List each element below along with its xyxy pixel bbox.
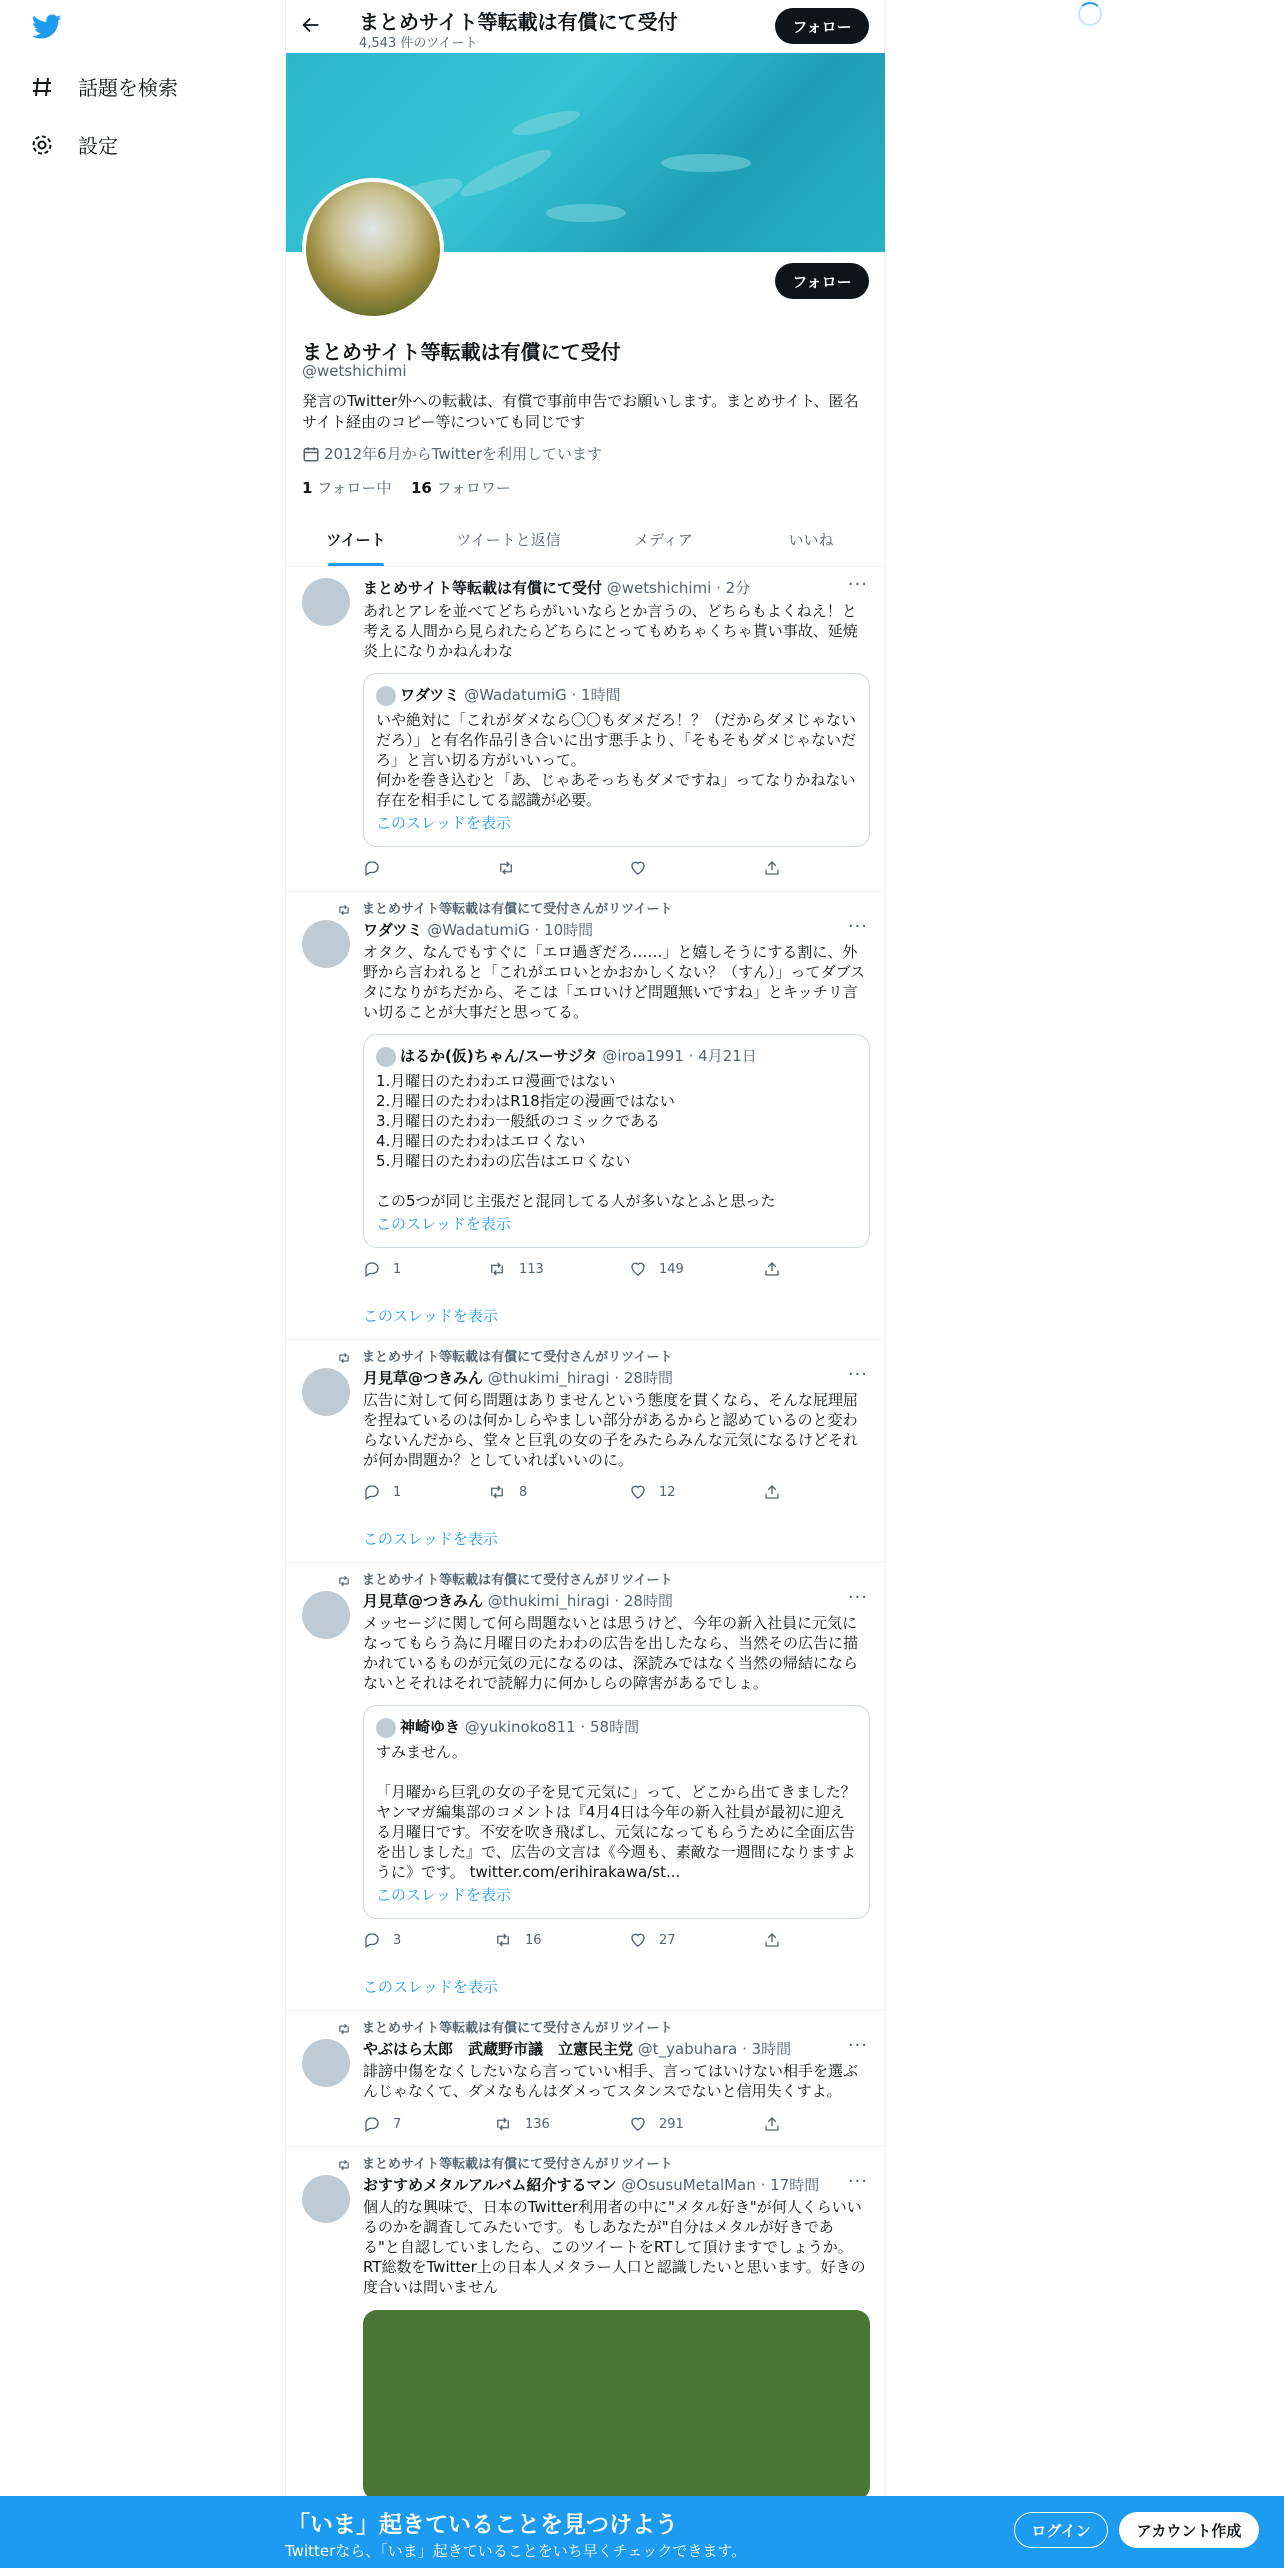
retweet-context bbox=[336, 898, 672, 917]
retweet-button[interactable] bbox=[487, 1483, 527, 1501]
profile-follow-button[interactable]: フォロー bbox=[775, 263, 869, 299]
retweet-icon bbox=[496, 859, 516, 877]
tweet-header bbox=[363, 2174, 819, 2195]
like-button[interactable] bbox=[629, 1931, 676, 1949]
header-title: まとめサイト等転載は有償にて受付 bbox=[359, 10, 678, 34]
reply-count: 7 bbox=[393, 2116, 402, 2132]
avatar[interactable] bbox=[302, 2039, 350, 2087]
tweet-author-name[interactable]: まとめサイト等転載は有償にて受付 bbox=[363, 579, 602, 597]
like-button[interactable] bbox=[629, 2115, 684, 2133]
like-button[interactable] bbox=[629, 1260, 684, 1278]
profile-name: まとめサイト等転載は有償にて受付 bbox=[302, 340, 621, 364]
tweet-actions bbox=[363, 1483, 793, 1503]
heart-icon bbox=[629, 2115, 647, 2133]
retweet-button[interactable] bbox=[493, 2115, 550, 2133]
tweet-header bbox=[363, 919, 593, 940]
avatar[interactable] bbox=[302, 1368, 350, 1416]
profile-joined-text: 2012年6月からTwitterを利用しています bbox=[324, 445, 602, 463]
quote-author-name: ワダツミ bbox=[400, 686, 460, 704]
retweet-context-text: まとめサイト等転載は有償にて受付さんがリツイート bbox=[362, 2157, 673, 2172]
reply-count: 1 bbox=[393, 1261, 402, 1277]
tweet-text: 広告に対して何ら問題はありませんという態度を貫くなら、そんな屁理屈を捏ねているのは何かしらやましい部分があるからと認めているのと変わらないんだから、堂々と巨乳の女の子をみたらみんな元気になるけどそれが何か問題か？としていればいいのに。 bbox=[363, 1391, 859, 1469]
reply-button[interactable] bbox=[363, 1931, 401, 1949]
tweet-meta: @thukimi_hiragi · 28時間 bbox=[487, 1369, 673, 1387]
share-button[interactable] bbox=[763, 1260, 793, 1278]
tweet-meta: @WadatumiG · 10時間 bbox=[427, 921, 594, 939]
twitter-logo-icon[interactable] bbox=[32, 14, 62, 44]
reply-icon bbox=[363, 1931, 381, 1949]
quote-author-name: はるか(仮)ちゃん/スーサジタ bbox=[400, 1047, 598, 1065]
retweet-context-text: まとめサイト等転載は有償にて受付さんがリツイート bbox=[362, 1350, 673, 1365]
share-icon bbox=[763, 1260, 781, 1278]
tweet-actions bbox=[363, 1931, 793, 1951]
share-button[interactable] bbox=[763, 1931, 793, 1949]
like-count: 149 bbox=[659, 1261, 684, 1277]
loading-spinner-icon bbox=[1078, 2, 1102, 26]
nav-settings-label: 設定 bbox=[78, 134, 118, 158]
tweet-author-name[interactable]: ワダツミ bbox=[363, 921, 423, 939]
retweet-count: 8 bbox=[519, 1484, 528, 1500]
retweet-icon bbox=[336, 1574, 352, 1588]
following-label: フォロー中 bbox=[317, 479, 392, 497]
quote-text: 1.月曜日のたわわエロ漫画ではない 2.月曜日のたわわはR18指定の漫画ではない 3.月曜日のたわわ一般紙のコミックである 4.月曜日のたわわはエロくない 5.月曜日のたわわの広告はエロくない この5つが同じ主張だと混同してる人が多いなとふと思った bbox=[376, 1072, 776, 1210]
avatar bbox=[376, 1718, 396, 1738]
profile-following[interactable] bbox=[302, 477, 391, 498]
header-tweet-count: 4,543 件のツイート bbox=[359, 36, 478, 51]
main-column bbox=[285, 0, 885, 2568]
retweet-context-text: まとめサイト等転載は有償にて受付さんがリツイート bbox=[362, 2021, 673, 2036]
hashtag-icon bbox=[30, 75, 54, 99]
quote-tweet[interactable] bbox=[363, 673, 870, 847]
retweet-count: 113 bbox=[519, 1261, 544, 1277]
retweet-count: 136 bbox=[525, 2116, 550, 2132]
retweet-icon bbox=[336, 2022, 352, 2036]
more-options-icon[interactable]: ··· bbox=[847, 1587, 868, 1608]
share-icon bbox=[763, 1931, 781, 1949]
quote-tweet[interactable] bbox=[363, 1034, 870, 1248]
show-thread-link[interactable]: このスレッドを表示 bbox=[363, 1307, 498, 1325]
tweet-header bbox=[363, 1367, 673, 1388]
reply-icon bbox=[363, 1483, 381, 1501]
show-thread-link[interactable]: このスレッドを表示 bbox=[376, 1886, 511, 1904]
reply-icon bbox=[363, 2115, 381, 2133]
tweet-author-name[interactable]: おすすめメタルアルバム紹介するマン bbox=[363, 2176, 617, 2194]
like-button[interactable] bbox=[629, 859, 659, 877]
tweet-media-image[interactable] bbox=[363, 2310, 870, 2500]
reply-button[interactable] bbox=[363, 2115, 401, 2133]
gear-icon bbox=[30, 133, 54, 157]
retweet-icon bbox=[493, 2115, 513, 2133]
avatar[interactable] bbox=[302, 2175, 350, 2223]
tab-likes[interactable] bbox=[736, 527, 886, 565]
retweet-icon bbox=[487, 1260, 507, 1278]
retweet-count: 16 bbox=[525, 1932, 542, 1948]
tweet-text: メッセージに関して何ら問題ないとは思うけど、今年の新入社員に元気になってもらう為に月曜日のたわわの広告を出したなら、当然その広告に描かれているものが元気の元になるのは、深読みではなく当然の帰結にならないとそれはそれで読解力に何かしらの障害があるでしょ。 bbox=[363, 1614, 859, 1692]
header-follow-button[interactable]: フォロー bbox=[775, 8, 869, 44]
quote-text: いや絶対に「これがダメなら〇〇もダメだろ！？（だからダメじゃないだろ）」と有名作品引き合いに出す悪手より、「そもそもダメじゃないだろ」と言い切る方がいいって。 何かを巻き込むと「あ、じゃあそっちもダメですね」ってなりかねない存在を相手にしてる認識が必要。 bbox=[376, 711, 857, 809]
share-button[interactable] bbox=[763, 1483, 793, 1501]
profile-avatar[interactable] bbox=[302, 178, 444, 320]
share-button[interactable] bbox=[763, 2115, 793, 2133]
retweet-icon bbox=[493, 1931, 513, 1949]
tweet-meta: @OsusuMetalMan · 17時間 bbox=[621, 2176, 820, 2194]
reply-icon bbox=[363, 1260, 381, 1278]
nav-settings[interactable] bbox=[30, 130, 118, 159]
tweet-actions bbox=[363, 2115, 793, 2135]
profile-handle: @wetshichimi bbox=[302, 362, 407, 380]
quote-header bbox=[376, 1716, 639, 1738]
tab-replies[interactable] bbox=[426, 527, 591, 565]
tab-likes-label: いいね bbox=[788, 531, 834, 549]
tabs-divider bbox=[286, 566, 886, 567]
avatar bbox=[376, 686, 396, 706]
retweet-button[interactable] bbox=[496, 859, 528, 877]
like-button[interactable] bbox=[629, 1483, 676, 1501]
profile-joined bbox=[302, 443, 602, 464]
like-count: 27 bbox=[659, 1932, 676, 1948]
retweet-context-text: まとめサイト等転載は有償にて受付さんがリツイート bbox=[362, 902, 673, 917]
reply-button[interactable] bbox=[363, 859, 393, 877]
quote-meta: @yukinoko811 · 58時間 bbox=[464, 1718, 640, 1736]
heart-icon bbox=[629, 1260, 647, 1278]
following-count: 1 bbox=[302, 479, 313, 497]
retweet-icon bbox=[336, 1351, 352, 1365]
signup-banner bbox=[0, 2496, 1284, 2568]
tweet-header bbox=[363, 2038, 791, 2059]
heart-icon bbox=[629, 1931, 647, 1949]
profile-followers[interactable] bbox=[411, 477, 511, 498]
like-count: 12 bbox=[659, 1484, 676, 1500]
quote-author-name: 神崎ゆき bbox=[400, 1718, 461, 1736]
quote-meta: @iroa1991 · 4月21日 bbox=[602, 1047, 757, 1065]
share-button[interactable] bbox=[763, 859, 793, 877]
nav-explore-label: 話題を検索 bbox=[78, 76, 178, 100]
tweet-author-name[interactable]: 月見草@つきみん bbox=[363, 1369, 484, 1387]
reply-button[interactable] bbox=[363, 1260, 401, 1278]
tweet-author-name[interactable]: やぶはら太郎 武蔵野市議 立憲民主党 bbox=[363, 2040, 634, 2058]
quote-header bbox=[376, 684, 621, 706]
tweet-text: オタク、なんでもすぐに「エロ過ぎだろ……」と嬉しそうにする割に、外野から言われると「これがエロいとかおかしくない？（すん）」ってダブスタになりがちだから、そこは「エロいけど問題無いですね」とキッチリ言い切ることが大事だと思ってる。 bbox=[363, 943, 865, 1021]
show-thread-link[interactable]: このスレッドを表示 bbox=[363, 1978, 498, 1996]
share-icon bbox=[763, 2115, 781, 2133]
more-options-icon[interactable]: ··· bbox=[847, 2171, 868, 2192]
profile-bio: 発言のTwitter外への転載は、有償で事前申告でお願いします。まとめサイト、匿名サイト経由のコピー等についても同じです bbox=[302, 392, 859, 431]
retweet-context bbox=[336, 2153, 672, 2172]
tweet-meta: @t_yabuhara · 3時間 bbox=[637, 2040, 792, 2058]
tab-replies-label: ツイートと返信 bbox=[456, 531, 561, 549]
avatar bbox=[376, 1047, 396, 1067]
retweet-button[interactable] bbox=[487, 1260, 544, 1278]
retweet-context bbox=[336, 2017, 672, 2036]
tab-tweets-label: ツイート bbox=[326, 531, 386, 549]
followers-label: フォロワー bbox=[436, 479, 511, 497]
tweet-header bbox=[363, 577, 750, 598]
tweet-divider bbox=[286, 2010, 886, 2011]
retweet-icon bbox=[336, 2158, 352, 2172]
tweet-divider bbox=[286, 2146, 886, 2147]
tweet-author-name[interactable]: 月見草@つきみん bbox=[363, 1592, 484, 1610]
followers-count: 16 bbox=[411, 479, 432, 497]
heart-icon bbox=[629, 1483, 647, 1501]
avatar[interactable] bbox=[302, 1591, 350, 1639]
tweet-text: 誹謗中傷をなくしたいなら言っていい相手、言ってはいけない相手を選ぶんじゃなくて、ダメなもんはダメってスタンスでないと信用失くすよ。 bbox=[363, 2062, 859, 2100]
tab-media-label: メディア bbox=[634, 531, 693, 549]
tweet-meta: @thukimi_hiragi · 28時間 bbox=[487, 1592, 673, 1610]
banner-subtitle: Twitterなら、「いま」起きていることをいち早くチェックできます。 bbox=[285, 2542, 747, 2560]
quote-text: すみません。 「月曜から巨乳の女の子を見て元気に」って、どこから出てきました？ヤンマガ編集部のコメントは『4月4日は今年の新入社員が最初に迎える月曜日です。不安を吹き飛ばし、元気になってもらうために全面広告を出しました』で、広告の文言は《今週も、素敵な一週間になりますように》です。 twitter.com/erihirakawa/st... bbox=[376, 1743, 856, 1881]
reply-count: 1 bbox=[393, 1484, 402, 1500]
tweet-divider bbox=[286, 891, 886, 892]
tweet-divider bbox=[286, 1339, 886, 1340]
calendar-icon bbox=[302, 445, 320, 463]
retweet-context bbox=[336, 1569, 672, 1588]
share-icon bbox=[763, 1483, 781, 1501]
tweet-actions bbox=[363, 1260, 793, 1280]
reply-icon bbox=[363, 859, 381, 877]
show-thread-link[interactable]: このスレッドを表示 bbox=[376, 814, 511, 832]
retweet-icon bbox=[336, 903, 352, 917]
more-options-icon[interactable]: ··· bbox=[847, 2035, 868, 2056]
retweet-context-text: まとめサイト等転載は有償にて受付さんがリツイート bbox=[362, 1573, 673, 1588]
share-icon bbox=[763, 859, 781, 877]
banner-title: 「いま」起きていることを見つけよう bbox=[287, 2512, 678, 2538]
heart-icon bbox=[629, 859, 647, 877]
show-thread-link[interactable]: このスレッドを表示 bbox=[363, 1530, 498, 1548]
more-options-icon[interactable]: ··· bbox=[847, 1364, 868, 1385]
tab-media[interactable] bbox=[591, 527, 736, 565]
tweet-text: あれとアレを並べてどちらがいいならとか言うの、どちらもよくねえ！と考える人間から見られたらどちらにとってもめちゃくちゃ貰い事故、延焼炎上になりかねんわな bbox=[363, 602, 858, 660]
reply-count: 3 bbox=[393, 1932, 402, 1948]
tweet-header bbox=[363, 1590, 673, 1611]
back-arrow-icon[interactable] bbox=[300, 14, 322, 40]
more-options-icon[interactable]: ··· bbox=[847, 916, 868, 937]
nav-explore[interactable] bbox=[30, 72, 178, 101]
retweet-icon bbox=[487, 1483, 507, 1501]
avatar[interactable] bbox=[302, 578, 350, 626]
show-thread-link[interactable]: このスレッドを表示 bbox=[376, 1215, 511, 1233]
tab-tweets[interactable] bbox=[286, 527, 426, 565]
reply-button[interactable] bbox=[363, 1483, 401, 1501]
retweet-button[interactable] bbox=[493, 1931, 542, 1949]
tweet-divider bbox=[286, 1562, 886, 1563]
quote-tweet[interactable] bbox=[363, 1705, 870, 1919]
quote-header bbox=[376, 1045, 757, 1067]
login-button[interactable]: ログイン bbox=[1014, 2512, 1108, 2548]
signup-button[interactable]: アカウント作成 bbox=[1119, 2512, 1259, 2548]
tweet-meta: @wetshichimi · 2分 bbox=[606, 579, 751, 597]
like-count: 291 bbox=[659, 2116, 684, 2132]
retweet-context bbox=[336, 1346, 672, 1365]
quote-meta: @WadatumiG · 1時間 bbox=[464, 686, 621, 704]
avatar[interactable] bbox=[302, 920, 350, 968]
more-options-icon[interactable]: ··· bbox=[847, 574, 868, 595]
tweet-text: 個人的な興味で、日本のTwitter利用者の中に"メタル好き"が何人くらいいるのかを調査してみたいです。もしあなたが"自分はメタルが好きである"と自認していましたら、このツイートをRTして頂けますでしょうか。RT総数をTwitter上の日本人メタラー人口と認識したいと思います。好きの度合いは問いません bbox=[363, 2198, 866, 2296]
tweet-actions bbox=[363, 859, 793, 879]
